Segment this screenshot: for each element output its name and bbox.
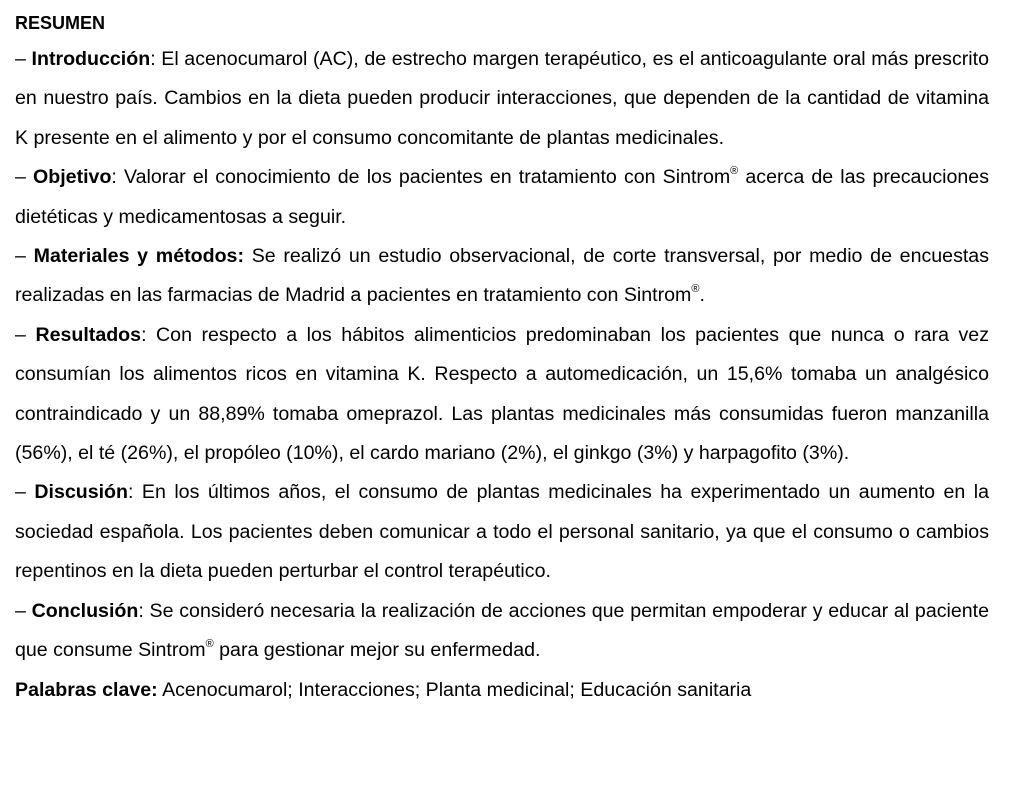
bullet-dash: – [15, 245, 34, 268]
methods-heading: Materiales y métodos: [33, 245, 244, 268]
conclusion-heading: Conclusión [31, 599, 139, 622]
methods-paragraph [15, 237, 989, 316]
objective-text-before: : Valorar el conocimiento de los pacientes en tratamiento con Sintrom [111, 166, 731, 189]
results-text: : Con respecto a los hábitos alimenticios predominaban los pacientes que nunca o rara vez consumían los alimentos ricos en vitamina K. Respecto a automedicación, un 15,6% tomaba un analgésico contraindicado y un 88,89% tomaba omeprazol. Las plantas medicinales más consumidas fueron manzanilla (56%), el té (26%), el propóleo (10%), el cardo mariano (2%), el ginkgo (3%) y harpagofito (3%). [15, 323, 990, 465]
section-title: RESUMEN [15, 13, 106, 33]
bullet-dash: – [15, 166, 34, 189]
abstract-document [15, 9, 989, 710]
discussion-paragraph [15, 473, 989, 591]
bullet-dash: – [15, 481, 35, 504]
introduction-text: : El acenocumarol (AC), de estrecho margen terapéutico, es el anticoagulante oral más prescrito en nuestro país. Cambios en la dieta pueden producir interacciones, que dependen de la cantidad de vitamina K presente en el alimento y por el consumo concomitante de plantas medicinales. [15, 48, 989, 149]
objective-heading: Objetivo [33, 166, 112, 189]
registered-mark: ® [205, 638, 214, 651]
keywords-text: Acenocumarol; Interacciones; Planta medicinal; Educación sanitaria [157, 678, 752, 701]
conclusion-paragraph [15, 592, 989, 671]
bullet-dash: – [15, 48, 32, 70]
results-heading: Resultados [35, 323, 142, 346]
introduction-heading: Introducción [31, 48, 151, 70]
conclusion-text-before: : Se consideró necesaria la realización de acciones que permitan empoderar y educar al paciente que consume Sintrom [15, 599, 989, 662]
methods-text-after: . [699, 284, 705, 307]
introduction-paragraph [15, 40, 989, 158]
methods-text-before: Se realizó un estudio observacional, de corte transversal, por medio de encuestas realizadas en las farmacias de Madrid a pacientes en tratamiento con Sintrom [15, 245, 990, 307]
discussion-text: : En los últimos años, el consumo de plantas medicinales ha experimentado un aumento en la sociedad española. Los pacientes deben comunicar a todo el personal sanitario, ya que el consumo o cambios repentinos en la dieta pueden perturbar el control terapéutico. [15, 481, 989, 583]
discussion-heading: Discusión [34, 481, 128, 504]
bullet-dash: – [15, 599, 32, 622]
keywords-label: Palabras clave: [15, 678, 158, 701]
results-paragraph [15, 316, 989, 474]
objective-text-after: acerca de las precauciones dietéticas y medicamentosas a seguir. [15, 166, 989, 228]
bullet-dash: – [15, 323, 36, 346]
registered-mark: ® [691, 283, 700, 296]
conclusion-text-after: para gestionar mejor su enfermedad. [213, 639, 541, 662]
registered-mark: ® [730, 165, 739, 178]
objective-paragraph [15, 158, 989, 237]
keywords-paragraph [15, 671, 989, 710]
